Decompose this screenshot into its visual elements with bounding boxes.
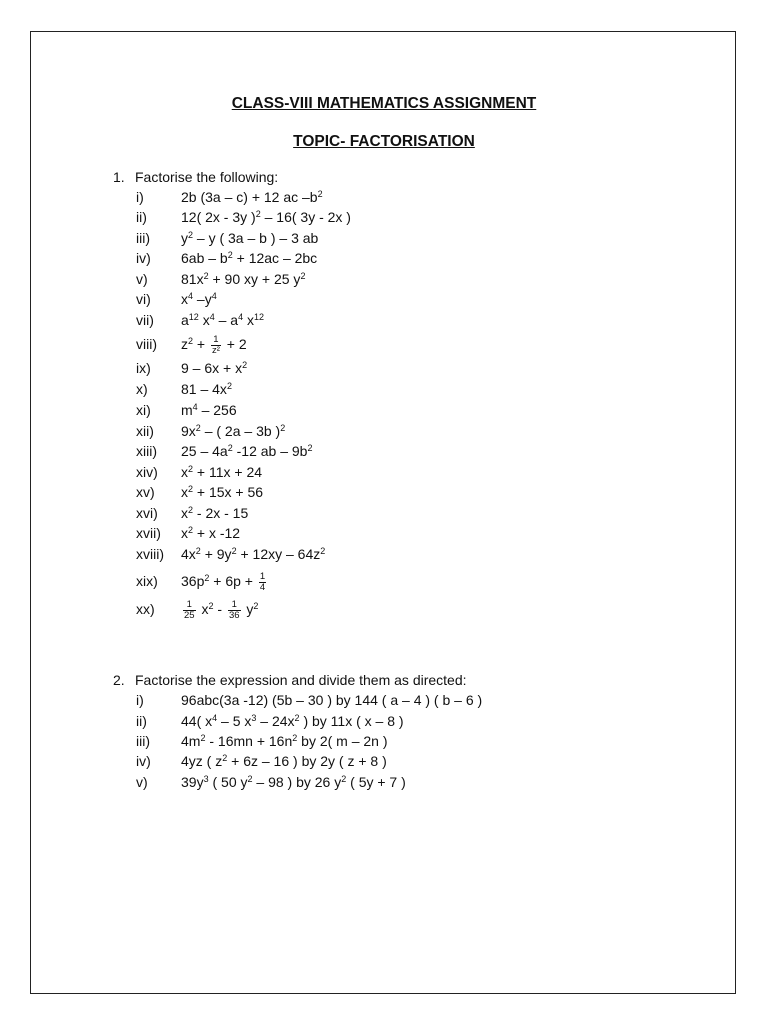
exponent: 4 — [192, 402, 198, 412]
question-1-number: 1. — [113, 169, 125, 185]
item-roman-numeral: iii) — [136, 230, 150, 246]
question-1-item — [136, 360, 247, 376]
question-1-item — [136, 464, 262, 480]
exponent: 2 — [320, 546, 326, 556]
exponent: 2 — [204, 573, 210, 584]
item-expression: 2b (3a – c) + 12 ac $-b^2$ — [181, 189, 323, 205]
item-roman-numeral: viii) — [136, 336, 157, 353]
item-expression: $x^4$ $-y^4$ — [181, 291, 217, 307]
item-expression: $m^4 - 256$ — [181, 402, 237, 418]
question-1-item — [136, 402, 237, 418]
question-1-item — [136, 209, 351, 225]
exponent: 12 — [188, 312, 199, 322]
fraction: $\frac{1}{4}$ — [259, 571, 266, 593]
exponent: 2 — [188, 484, 194, 494]
item-roman-numeral: xii) — [136, 423, 154, 439]
item-expression: $6ab - b^2 + 12ac - 2bc$ — [181, 250, 318, 266]
exponent: 2 — [227, 443, 233, 453]
exponent: 2 — [222, 753, 228, 763]
item-expression: $x^2 + 11x + 24$ — [181, 464, 263, 480]
question-2-item — [136, 713, 404, 729]
item-expression: 96abc(3a -12) (5b – 30 ) by 144 ( a – 4 ) ( b – 6 ) — [181, 692, 483, 708]
item-roman-numeral: i) — [136, 692, 144, 708]
item-expression: $25 - 4a^2$ -12 ab – $9b^2$ — [181, 443, 313, 459]
item-expression: $39y^3$ ( 50 $y^2 - 98$ ) by 26 $y^2$ ( 5y + 7 ) — [181, 774, 406, 790]
question-2-heading — [113, 672, 467, 688]
exponent: 12 — [253, 312, 264, 322]
exponent: 3 — [251, 713, 257, 723]
item-expression: 12( 2x - 3y )$^2$ – 16( 3y - 2x ) — [181, 209, 351, 225]
exponent: 2 — [195, 546, 201, 556]
question-2-item — [136, 692, 482, 708]
item-expression: $x^2 - 2x - 15$ — [181, 505, 249, 521]
question-1-item — [136, 546, 325, 562]
exponent: 4 — [211, 291, 217, 301]
question-1-heading — [113, 169, 278, 185]
question-1-item — [136, 525, 240, 541]
question-2-item — [136, 733, 388, 749]
item-roman-numeral: xviii) — [136, 546, 164, 562]
item-expression: $y^2$ – y ( 3a – b ) – 3 ab — [181, 230, 319, 246]
item-roman-numeral: i) — [136, 189, 144, 205]
exponent: 2 — [255, 209, 261, 219]
question-1-item — [136, 250, 317, 266]
item-roman-numeral: ix) — [136, 360, 151, 376]
question-1-item — [136, 271, 305, 287]
item-expression: $x^2 + 15x + 56$ — [181, 484, 264, 500]
item-roman-numeral: xi) — [136, 402, 151, 418]
item-expression: $81x^2 + 90$ xy + 25 $y^2$ — [181, 271, 306, 287]
exponent: 2 — [188, 336, 194, 347]
question-1-item — [136, 335, 247, 356]
exponent: 2 — [188, 505, 194, 515]
item-roman-numeral: v) — [136, 774, 148, 790]
item-expression: $81 - 4x^2$ — [181, 381, 232, 397]
topic-title: TOPIC- FACTORISATION — [293, 133, 475, 150]
assignment-title: CLASS-VIII MATHEMATICS ASSIGNMENT — [231, 95, 537, 112]
item-expression: $x^2 + x$ -12 — [181, 525, 241, 541]
item-roman-numeral: xvii) — [136, 525, 161, 541]
question-1-item — [136, 423, 285, 439]
exponent: 2 — [247, 774, 253, 784]
exponent: 2 — [188, 525, 194, 535]
question-1-item — [136, 189, 323, 205]
item-roman-numeral: xv) — [136, 484, 155, 500]
exponent: 2 — [341, 774, 347, 784]
item-roman-numeral: iii) — [136, 733, 150, 749]
question-1-text: Factorise the following: — [135, 169, 279, 185]
exponent: 2 — [226, 381, 232, 391]
exponent: 2 — [242, 360, 248, 370]
item-expression: $4x^2 + 9y^2 + 12xy - 64z^2$ — [181, 546, 326, 562]
exponent: 2 — [203, 271, 209, 281]
question-1-item — [136, 381, 232, 397]
item-expression: $36p^2 + 6p$ + $\frac{1}{4}$ — [181, 571, 266, 593]
item-roman-numeral: xiv) — [136, 464, 158, 480]
item-roman-numeral: vi) — [136, 291, 151, 307]
question-2-number: 2. — [113, 672, 125, 688]
question-1-item — [136, 572, 268, 593]
fraction: $\frac{1}{25}$ — [184, 599, 195, 621]
exponent: 2 — [231, 546, 237, 556]
item-expression: $9 - 6x + x^2$ — [181, 360, 248, 376]
item-roman-numeral: iv) — [136, 753, 151, 769]
item-roman-numeral: ii) — [136, 713, 147, 729]
exponent: 2 — [188, 464, 194, 474]
exponent: 2 — [292, 733, 298, 743]
exponent: 4 — [238, 312, 244, 322]
question-1-item — [136, 505, 248, 521]
exponent: 2 — [200, 733, 206, 743]
exponent: 2 — [300, 271, 306, 281]
item-roman-numeral: ii) — [136, 209, 147, 225]
item-expression: $\frac{1}{25}$ $x^2$ - $\frac{1}{36}$ $y^2$ — [184, 599, 259, 621]
question-1-item — [136, 484, 263, 500]
exponent: 4 — [212, 713, 218, 723]
exponent: 2 — [253, 601, 259, 612]
item-expression: $a^{12}$ $x^4 - a^4$ $x^{12}$ — [181, 312, 264, 328]
item-expression: $9x^2$ – ( 2a – 3b )$^2$ — [181, 423, 286, 439]
item-roman-numeral: iv) — [136, 250, 151, 266]
question-1-item — [136, 312, 264, 328]
exponent: 3 — [203, 774, 209, 784]
exponent: 2 — [195, 423, 201, 433]
item-roman-numeral: v) — [136, 271, 148, 287]
exponent: 4 — [188, 291, 194, 301]
fraction: $\frac{1}{\text{z²}}$ — [211, 334, 220, 356]
fraction: $\frac{1}{36}$ — [228, 599, 240, 621]
item-roman-numeral: xx) — [136, 601, 155, 618]
question-2-text: Factorise the expression and divide them as directed: — [135, 672, 467, 688]
item-roman-numeral: vii) — [136, 312, 154, 328]
item-expression: $4m^2 - 16mn + 16n^2$ by 2( m – 2n ) — [181, 733, 388, 749]
exponent: 2 — [317, 189, 323, 199]
question-1-item — [136, 230, 318, 246]
question-2-item — [136, 753, 387, 769]
item-roman-numeral: x) — [136, 381, 148, 397]
exponent: 2 — [208, 601, 214, 612]
question-1-item — [136, 443, 312, 459]
item-expression: $z^2$ + $\frac{1}{\text{z²}}$ + 2 — [181, 334, 247, 356]
question-1-item — [136, 600, 258, 621]
item-roman-numeral: xix) — [136, 573, 158, 590]
item-roman-numeral: xiii) — [136, 443, 157, 459]
item-expression: 44( $x^4 - 5$ $x^3 - 24x^2$ ) by 11x ( x – 8 ) — [181, 713, 404, 729]
exponent: 2 — [307, 443, 313, 453]
exponent: 2 — [280, 423, 286, 433]
exponent: 2 — [188, 230, 194, 240]
item-expression: 4yz ( $z^2 + 6z - 16$ ) by 2y ( z + 8 ) — [181, 753, 387, 769]
question-1-item — [136, 291, 217, 307]
exponent: 4 — [209, 312, 215, 322]
item-roman-numeral: xvi) — [136, 505, 158, 521]
exponent: 2 — [294, 713, 300, 723]
question-2-item — [136, 774, 406, 790]
exponent: 2 — [227, 250, 233, 260]
